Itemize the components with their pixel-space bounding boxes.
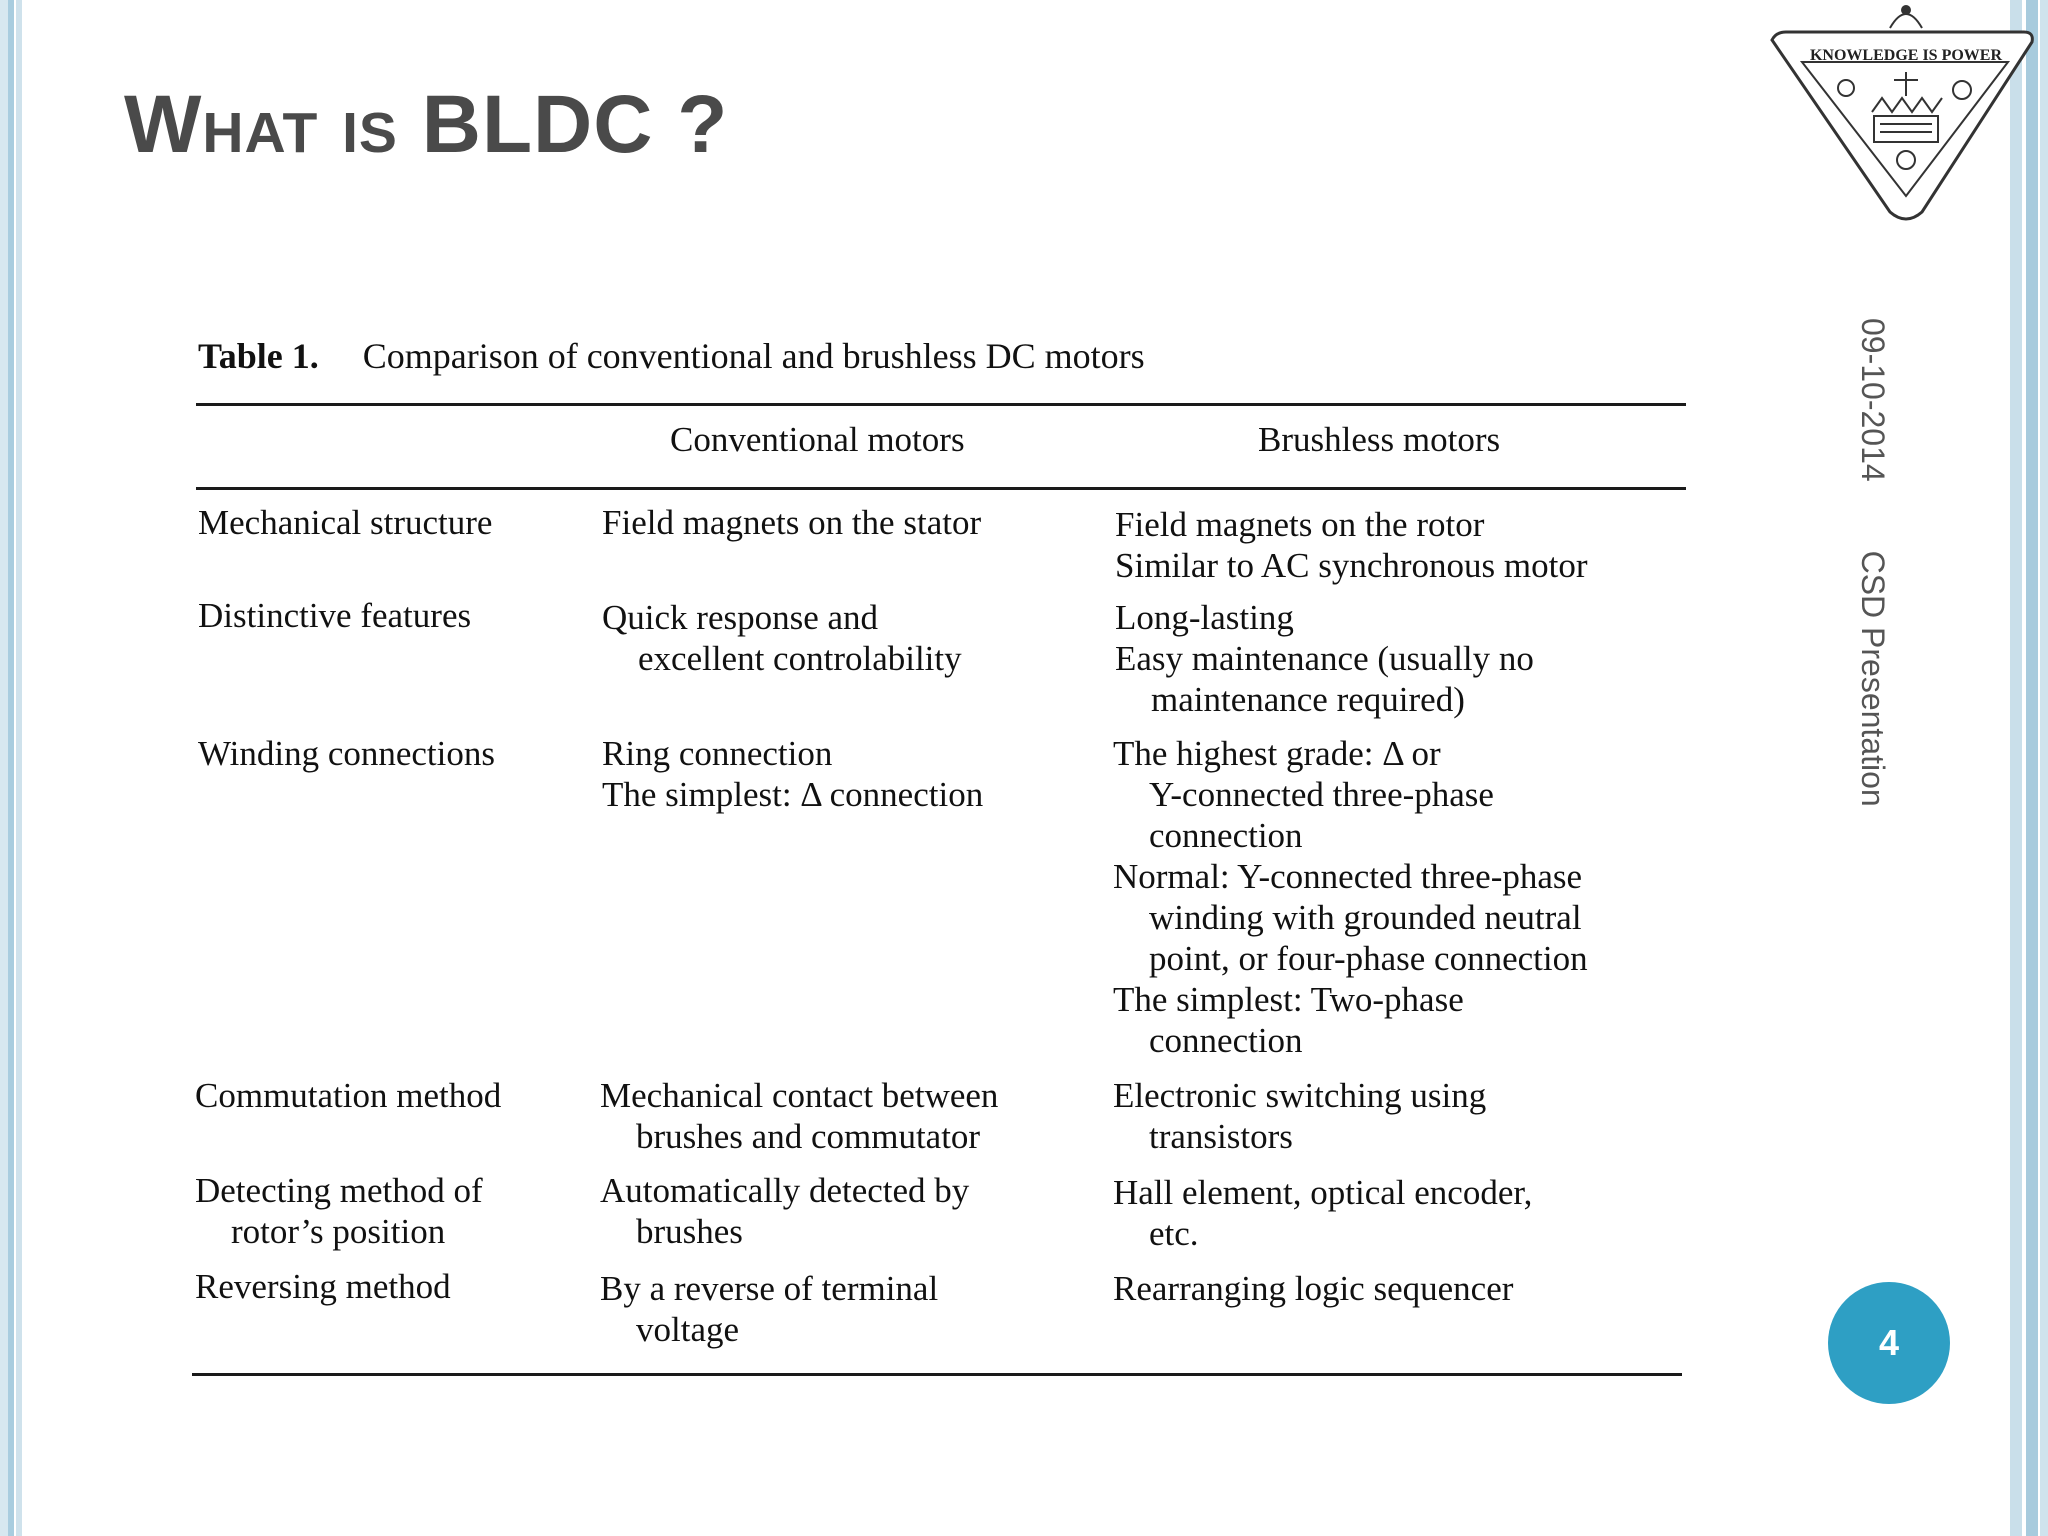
cell-line: Ring connection (602, 734, 833, 773)
cell-line: The simplest: Two-phase (1113, 980, 1464, 1019)
cell-line: Field magnets on the stator (602, 503, 982, 542)
cell-line: Hall element, optical encoder, (1113, 1173, 1533, 1212)
vertical-footer (1854, 318, 1891, 807)
row-label-line: Detecting method of (195, 1171, 483, 1210)
cell-conventional-reversing (600, 1268, 938, 1350)
cell-line: excellent controlability (638, 639, 962, 678)
row-label-mechanical (198, 502, 492, 543)
cell-line: Normal: Y-connected three-phase (1113, 857, 1583, 896)
cell-line: connection (1149, 1021, 1303, 1060)
cell-line: transistors (1149, 1117, 1293, 1156)
cell-conventional-detecting (600, 1170, 969, 1252)
cell-conventional-winding (602, 733, 983, 815)
cell-line: connection (1149, 816, 1303, 855)
cell-line: Rearranging logic sequencer (1113, 1269, 1514, 1308)
table-caption-text: Comparison of conventional and brushless DC motors (362, 336, 1145, 376)
cell-line: winding with grounded neutral (1149, 898, 1582, 937)
slide-title: What is BLDC ? (124, 79, 729, 170)
cell-line: brushes (636, 1212, 743, 1251)
row-label-distinctive (198, 595, 471, 636)
presentation-name: CSD Presentation (1855, 550, 1891, 807)
table-top-rule (196, 403, 1686, 406)
cell-line: Easy maintenance (usually no (1115, 639, 1534, 678)
logo-motto: KNOWLEDGE IS POWER (1809, 47, 2003, 64)
table-label: Table 1. (198, 336, 319, 376)
left-decorative-stripe (0, 0, 22, 1536)
header-brushless: Brushless motors (1258, 420, 1501, 459)
cell-brushless-distinctive (1115, 597, 1534, 720)
cell-brushless-mechanical (1115, 504, 1588, 586)
cell-line: Electronic switching using (1113, 1076, 1487, 1115)
right-decorative-bars (1952, 0, 2048, 1536)
cell-line: Y-connected three-phase (1149, 775, 1494, 814)
slide-date: 09-10-2014 (1855, 318, 1891, 482)
cell-line: voltage (636, 1310, 740, 1349)
cell-line: brushes and commutator (636, 1117, 981, 1156)
cell-line: Long-lasting (1115, 598, 1294, 637)
cell-line: Automatically detected by (600, 1171, 970, 1210)
row-label-winding (198, 733, 495, 774)
cell-line: Mechanical contact between (600, 1076, 999, 1115)
cell-line: The simplest: Δ connection (602, 775, 984, 814)
institute-logo (1762, 0, 2048, 222)
row-label-line: Winding connections (198, 734, 496, 773)
row-label-line: Reversing method (195, 1267, 451, 1306)
table-caption (198, 335, 1145, 377)
cell-conventional-commutation (600, 1075, 998, 1157)
row-label-line: Commutation method (195, 1076, 502, 1115)
row-label-detecting (195, 1170, 483, 1252)
cell-line: The highest grade: Δ or (1113, 734, 1441, 773)
cell-brushless-detecting (1113, 1172, 1532, 1254)
cell-line: point, or four-phase connection (1149, 939, 1588, 978)
cell-brushless-winding (1113, 733, 1588, 1061)
page-number-badge: 4 (1828, 1282, 1950, 1404)
cell-conventional-distinctive (602, 597, 962, 679)
table-header-rule (196, 487, 1686, 490)
cell-line: maintenance required) (1151, 680, 1465, 719)
cell-brushless-commutation (1113, 1075, 1486, 1157)
cell-line: Field magnets on the rotor (1115, 505, 1485, 544)
row-label-commutation (195, 1075, 501, 1116)
cell-line: Quick response and (602, 598, 879, 637)
table-bottom-rule (192, 1373, 1682, 1376)
row-label-line: Mechanical structure (198, 503, 493, 542)
header-conventional: Conventional motors (670, 420, 965, 459)
row-label-reversing (195, 1266, 451, 1307)
cell-brushless-reversing (1113, 1268, 1513, 1309)
cell-line: Similar to AC synchronous motor (1115, 546, 1588, 585)
row-label-line: Distinctive features (198, 596, 472, 635)
cell-line: By a reverse of terminal (600, 1269, 939, 1308)
row-label-line: rotor’s position (231, 1212, 446, 1251)
cell-line: etc. (1149, 1214, 1199, 1253)
cell-conventional-mechanical (602, 502, 981, 543)
